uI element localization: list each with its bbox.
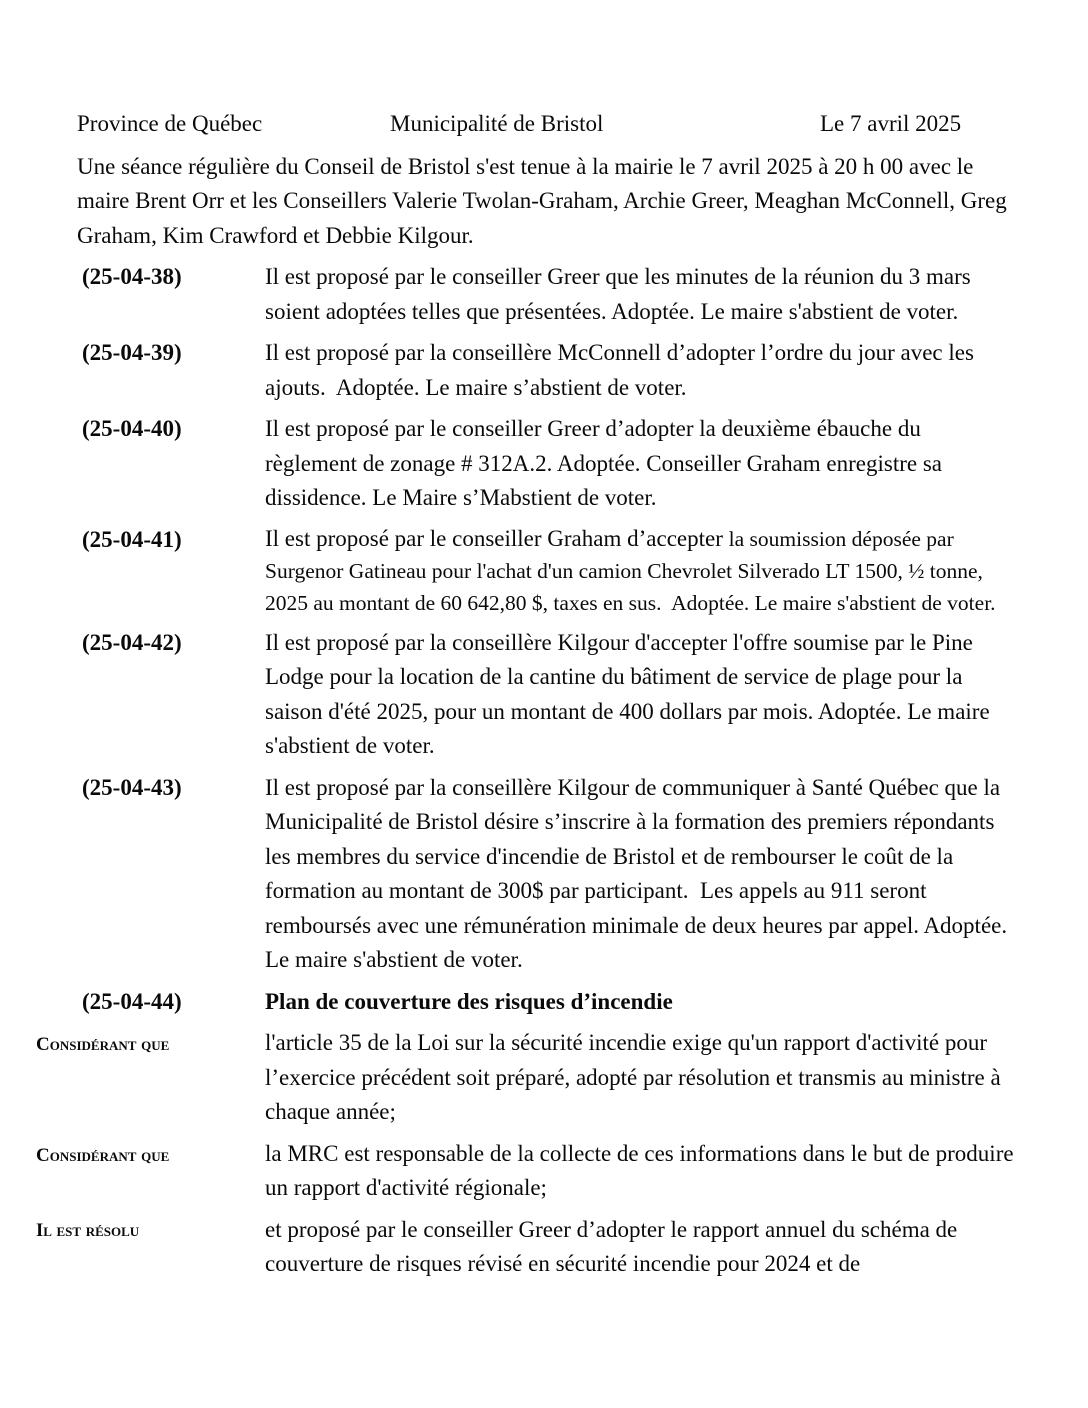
- resolution-number: (25-04-38): [82, 264, 182, 289]
- document-header: [77, 107, 1028, 142]
- resolution-text: Il est proposé par le conseiller Greer d’adopter la deuxième ébauche du règlement de zonage # 312A.2. Adoptée. Conseiller Graham enregistre sa dissidence. Le Maire s’Mabstient de voter.: [265, 416, 948, 510]
- resolution-number: (25-04-41): [82, 526, 182, 552]
- resolution-row: [0, 985, 1088, 1020]
- header-province: Province de Québec: [77, 111, 263, 136]
- resolution-row: [0, 412, 1088, 516]
- clause-row: [0, 1213, 1088, 1282]
- clause-text: la MRC est responsable de la collecte de ces informations dans le but de produire un rapport d'activité régionale;: [265, 1140, 1020, 1200]
- resolution-number: (25-04-42): [82, 629, 182, 655]
- clause-text: l'article 35 de la Loi sur la sécurité incendie exige qu'un rapport d'activité pour l’exercice précédent soit préparé, adopté par résolution et transmis au ministre à chaque année;: [265, 1030, 1007, 1124]
- resolution-text-rest: la soumission déposée par Surgenor Gatineau pour l'achat d'un camion Chevrolet Silverado LT 1500, ½ tonne, 2025 au montant de 60 642,80 $, taxes en sus. Adoptée. Le maire s'abstient de voter.: [265, 526, 996, 615]
- clause-row: [0, 1026, 1088, 1130]
- resolution-row: [0, 260, 1088, 329]
- clause-row: [0, 1137, 1088, 1206]
- resolution-text: [265, 523, 1017, 619]
- resolution-row: [0, 336, 1088, 405]
- resolution-text: Il est proposé par le conseiller Greer que les minutes de la réunion du 3 mars soient adoptées telles que présentées. Adoptée. Le maire s'abstient de voter.: [265, 264, 977, 324]
- header-municipality: Municipalité de Bristol: [390, 111, 604, 136]
- resolution-text: Il est proposé par la conseillère Kilgour de communiquer à Santé Québec que la Municipalité de Bristol désire s’inscrire à la formation des premiers répondants les membres du service d'incendie de Bristol et de rembourser le coût de la formation au montant de 300$ par participant. Les appels au 911 seront remboursés avec une rémunération minimale de deux heures par appel. Adoptée. Le maire s'abstient de voter.: [265, 774, 1013, 972]
- header-date: Le 7 avril 2025: [820, 111, 962, 136]
- resolution-number: (25-04-44): [82, 988, 182, 1014]
- resolution-row: [0, 626, 1088, 764]
- intro-paragraph: Une séance régulière du Conseil de Bristol s'est tenue à la mairie le 7 avril 2025 à 20 h 00 avec le maire Brent Orr et les Conseillers Valerie Twolan-Graham, Archie Greer, Meaghan McConnell, Greg Graham, Kim Crawford et Debbie Kilgour.: [77, 153, 1013, 248]
- resolution-text: Il est proposé par la conseillère Kilgour d'accepter l'offre soumise par le Pine Lodge pour la location de la cantine du bâtiment de service de plage pour la saison d'été 2025, pour un montant de 400 dollars par mois. Adoptée. Le maire s'abstient de voter.: [265, 629, 996, 758]
- resolution-number: (25-04-39): [82, 340, 182, 365]
- resolution-text-lead: Il est proposé par le conseiller Graham d’accepter: [265, 525, 729, 551]
- clause-text: et proposé par le conseiller Greer d’adopter le rapport annuel du schéma de couverture de risques révisé en sécurité incendie pour 2024 et de: [265, 1216, 964, 1276]
- resolution-heading: Plan de couverture des risques d’incendie: [265, 988, 673, 1014]
- resolution-number: (25-04-43): [82, 774, 182, 800]
- resolution-row: [0, 523, 1088, 619]
- clause-label: Il est résolu: [36, 1220, 140, 1241]
- resolution-number: (25-04-40): [82, 416, 182, 441]
- clause-label: Considérant que: [36, 1144, 170, 1166]
- clause-label: Considérant que: [36, 1034, 170, 1055]
- resolution-text: Il est proposé par la conseillère McConnell d’adopter l’ordre du jour avec les ajouts. Adoptée. Le maire s’abstient de voter.: [265, 340, 980, 400]
- resolution-row: [0, 771, 1088, 978]
